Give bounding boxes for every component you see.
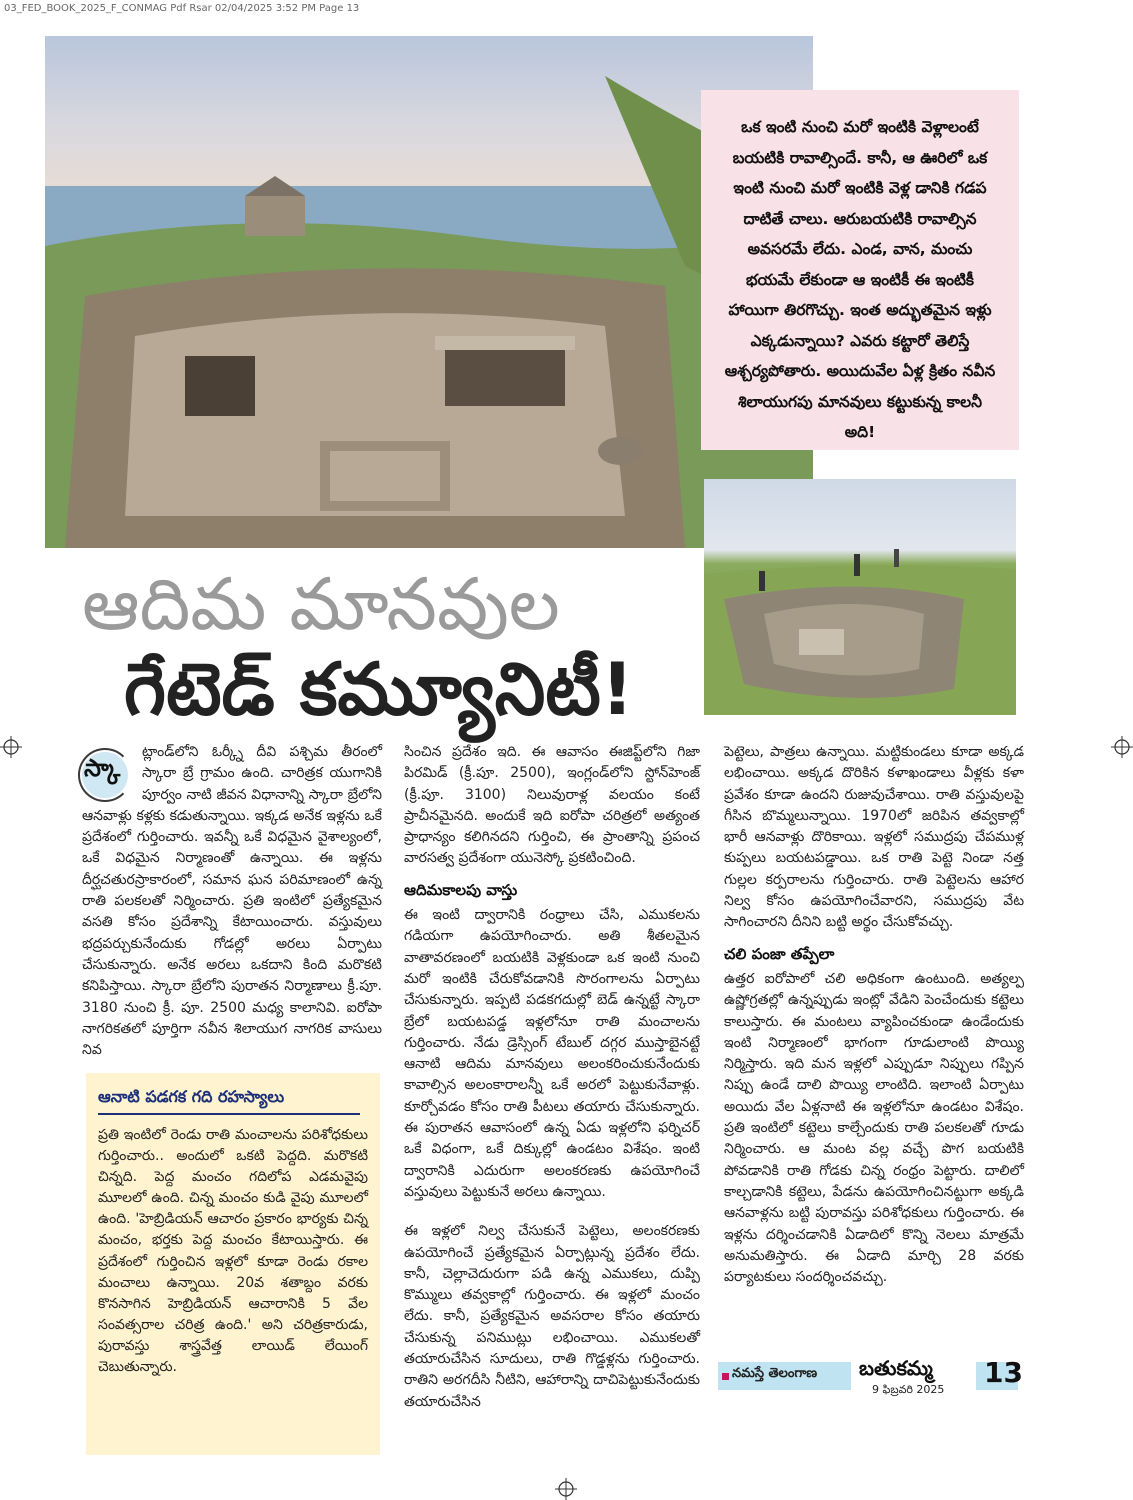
section-heading-cold: చలి పంజా తప్పేలా	[724, 944, 835, 963]
magazine-name: బతుకమ్మ	[859, 1356, 933, 1380]
column-1-text: ట్లాండ్‌లోని ఓర్క్నీ దీవి పశ్చిమ తీరంలో స్కారా బ్రే గ్రామం ఉంది. చారిత్రక యుగానికి పూర్వం నాటి జీవన విధానాన్ని స్కారా బ్రేలోని ఆనవాళ్లు కళ్లకు కడుతున్నాయి. ఇక్కడ అనేక ఇళ్లను ఒకే ప్రదేశంలో గుర్తించారు. ఇవన్నీ ఒకే విధమైన వైశాల్యంలో, ఒకే విధమైన నిర్మాణంతో ఉన్నాయి. ఈ ఇళ్లను దీర్ఘచతురస్రాకారంలో, సమాన ఘన పరిమాణంలో ఉన్న రాతి పలకలతో నిర్మించారు. ప్రతి ఇంటిలో ప్రత్యేకమైన వసతి కోసం ప్రదేశాన్ని కేటాయించారు. వస్తువులు భద్రపర్చుకునేందుకు గోడల్లో అరలు ఏర్పాటు చేసుకున్నారు. అనేక అరలు ఒకదాని కింది మరొకటి కనిపిస్తాయి. స్కారా బ్రేలోని పురాతన నిర్మాణాలు క్రీ.పూ. 3180 నుంచి క్రీ. పూ. 2500 మధ్య కాలానివి. ఐరోపా నాగరికతలో పూర్తిగా నవీన శిలాయుగ నాగరిక వాసులు నివ	[82, 744, 382, 1059]
sidebar-box	[86, 1073, 380, 1455]
registration-mark-bottom-icon	[555, 1478, 577, 1500]
registration-mark-left-icon	[0, 736, 22, 758]
page-footer	[718, 1356, 1023, 1398]
side-photo	[704, 479, 1016, 715]
registration-mark-right-icon	[1111, 736, 1133, 758]
column-3	[724, 742, 1024, 1288]
column-3-paragraph-1: పెట్టెలు, పాత్రలు ఉన్నాయి. మట్టికుండలు కూడా అక్కడ లభించాయి. అక్కడ దొరికిన కళాఖండాలు వీళ్లకు కళా ప్రవేశం కూడా ఉందని రుజువుచేశాయి. రాతి వస్తువులపై గీసిన బొమ్మలున్నాయి. 1970లో జరిపిన తవ్వకాల్లో భారీ ఆనవాళ్లు దొరికాయి. ఇళ్లలో సముద్రపు చేపముళ్ల కుప్పలు బయటపడ్డాయి. ఒక రాతి పెట్టె నిండా నత్త గుల్లల కర్పరాలను గుర్తించారు. రాతి పెట్టెలను ఆహార నిల్వ కోసం ఉపయోగించేవారని, సముద్రపు వేట సాగించారని దీనిని బట్టి అర్థం చేసుకోవచ్చు.	[724, 744, 1024, 931]
print-slug: 03_FED_BOOK_2025_F_CONMAG Pdf Rsar 02/04/2025 3:52 PM Page 13	[4, 3, 360, 14]
sidebar-divider	[98, 1113, 360, 1115]
drop-cap-text: స్కా	[84, 754, 121, 782]
column-2-paragraph-3: ఈ ఇళ్లలో నిల్వ చేసుకునే పెట్టెలు, అలంకరణకు ఉపయోగించే ప్రత్యేకమైన ఏర్పాట్లున్న ప్రదేశం లేదు. కానీ, చెల్లాచెదురుగా పడి ఉన్న ఎముకలు, దుప్పి కొమ్ములు తవ్వకాల్లో గుర్తించారు. ఈ ఇళ్లలో మంచం లేదు. కానీ, ప్రత్యేకమైన అవసరాల కోసం తయారు చేసుకున్న పనిముట్లు లభించాయి. ఎముకలతో తయారుచేసిన సూదులు, రాతి గొడ్డళ్లను గుర్తించారు. రాతిని అరగదీసి నీటిని, ఆహారాన్ని దాచిపెట్టుకునేందుకు తయారుచేసిన	[404, 1223, 700, 1410]
headline-line-1: ఆదిమ మానవుల	[82, 562, 560, 646]
newspaper-name: నమస్తే తెలంగాణ	[732, 1366, 818, 1381]
hero-photo	[45, 36, 813, 548]
column-3-paragraph-2: ఉత్తర ఐరోపాలో చలి అధికంగా ఉంటుంది. అత్యల్ప ఉష్ణోగ్రతల్లో ఉన్నప్పుడు ఇంట్లో వేడిని పెంచేందుకు కట్టెలు కాలుస్తారు. ఈ మంటలు వ్యాపించకుండా ఉండేందుకు ఇంటి నిర్మాణంలో భాగంగా గూడులాంటి పొయ్యి నిర్మిస్తారు. ఇది మన ఇళ్లలో ఎప్పుడూ నిప్పులు గప్పిన నిప్పు ఉండే దాలి పొయ్యి లాంటిది. ఇలాంటి ఏర్పాటు అయిదు వేల ఏళ్లనాటి ఈ ఇళ్లలోనూ ఉండటం విశేషం. ప్రతి ఇంటిలో కట్టెలు కాల్చేందుకు రాతి పలకలతో గూడు నిర్మించారు. ఆ మంట వల్ల వచ్చే పొగ బయటికి పోవడానికి రాతి గోడకు చిన్న రంధ్రం పెట్టారు. దాలిలో కాల్చడానికి కట్టెలు, పేడను ఉపయోగించినట్టుగా అక్కడి ఆనవాళ్లను బట్టి పురావస్తు పరిశోధకులు గుర్తించారు. ఈ ఇళ్లను దర్శించడానికి ఏడాదిలో కొన్ని నెలలు మాత్రమే అనుమతిస్తారు. ఈ ఏడాది మార్చి 28 వరకు పర్యాటకులు సందర్శించవచ్చు.	[724, 970, 1024, 1286]
issue-date: 9 ఫిబ్రవరి 2025	[872, 1383, 945, 1396]
column-2-paragraph-1: సించిన ప్రదేశం ఇది. ఈ ఆవాసం ఈజిప్ట్‌లోని గిజా పిరమిడ్ (క్రీ.పూ. 2500), ఇంగ్లండ్‌లోని స్టోన్‌హెంజ్ (క్రీ.పూ. 3100) నిలువురాళ్ల వలయం కంటే ప్రాచీనమైనది. అందుకే ఇది ఐరోపా చరిత్రలో అత్యంత ప్రాధాన్యం కలిగినదని గుర్తించి, ఈ ప్రాంతాన్ని ప్రపంచ వారసత్వ ప్రదేశంగా యునెస్కో ప్రకటించింది.	[404, 744, 700, 867]
sidebar-text: ప్రతి ఇంటిలో రెండు రాతి మంచాలను పరిశోధకులు గుర్తించారు.. అందులో ఒకటి పెద్దది. మరొకటి చిన్నది. పెద్ద మంచం గదిలోప ఎడమవైపు మూలలో ఉంది. చిన్న మంచం కుడి వైపు మూలలో ఉంది. 'హెబ్రిడియన్ ఆచారం ప్రకారం భార్యకు చిన్న మంచం, భర్తకు పెద్ద మంచం కేటాయిస్తారు. ఈ ప్రదేశంలో గుర్తించిన ఇళ్లలో కూడా రెండు రకాల మంచాలు ఉన్నాయి. 20వ శతాబ్దం వరకు కొనసాగిన హెబ్రిడియన్ ఆచారానికి 5 వేల సంవత్సరాల చరిత్ర ఉంది.' అని చరిత్రకారుడు, పురావస్తు శాస్త్రవేత్త లాయిడ్ లేయింగ్ చెబుతున్నారు.	[98, 1127, 368, 1376]
column-2	[404, 742, 700, 1413]
drop-cap	[78, 748, 134, 802]
headline-line-2: గేటెడ్ కమ్యూనిటీ!	[124, 647, 634, 731]
column-2-paragraph-2: ఈ ఇంటి ద్వారానికి రంధ్రాలు చేసి, ఎముకలను గడియగా ఉపయోగించారు. అతి శీతలమైన వాతావరణంలో బయటికి వెళ్లకుండా ఒక ఇంటి నుంచి మరో ఇంటికి చేరుకోవడానికి సొరంగాలను ఏర్పాటు చేసుకున్నారు. ఇప్పటి పడకగదుల్లో బెడ్ ఉన్నట్టే స్కారా బ్రేలో బయటపడ్డ ఇళ్లలోనూ రాతి మంచాలను గుర్తించారు. నేడు డ్రెస్సింగ్ టేబుల్ దగ్గర ముస్తాబైనట్టే ఆనాటి ఆదిమ మానవులు అలంకరించుకునేందుకు కావాల్సిన అలంకారాలన్నీ ఒకే అరలో పెట్టుకునేవాళ్లు. కూర్చోవడం కోసం రాతి పీటలు తయారు చేసుకున్నారు. ఈ పురాతన ఆవాసంలో ఉన్న ఏడు ఇళ్లలోని ఫర్నిచర్ ఒకే విధంగా, ఒకే దిక్కుల్లో ఉండటం విశేషం. ఇంటి ద్వారానికి ఎదురుగా అలంకరణకు ఉపయోగించే వస్తువులు పెట్టుకునే అరలు ఉన్నాయి.	[404, 907, 700, 1200]
section-heading-architecture: ఆదిమకాలపు వాస్తు	[404, 880, 518, 899]
column-1	[82, 742, 382, 1061]
intro-box	[701, 90, 1019, 450]
intro-text: ఒక ఇంటి నుంచి మరో ఇంటికి వెళ్లాలంటే బయటికి రావాల్సిందే. కానీ, ఆ ఊరిలో ఒక ఇంటి నుంచి మరో ఇంటికి వెళ్ల డానికి గడప దాటితే చాలు. ఆరుబయటికి రావాల్సిన అవసరమే లేదు. ఎండ, వాన, మంచు భయమే లేకుండా ఆ ఇంటికీ ఈ ఇంటికీ హాయిగా తిరగొచ్చు. ఇంత అద్భుతమైన ఇళ్లు ఎక్కడున్నాయి? ఎవరు కట్టారో తెలిస్తే ఆశ్చర్యపోతారు. అయిదువేల ఏళ్ల క్రితం నవీన శిలాయుగపు మానవులు కట్టుకున్న కాలనీ అది!	[724, 118, 996, 441]
sidebar-heading: ఆనాటి పడగక గది రహస్యాలు	[98, 1087, 285, 1106]
page-number: 13	[984, 1356, 1023, 1389]
bullet-square-icon	[722, 1373, 729, 1380]
